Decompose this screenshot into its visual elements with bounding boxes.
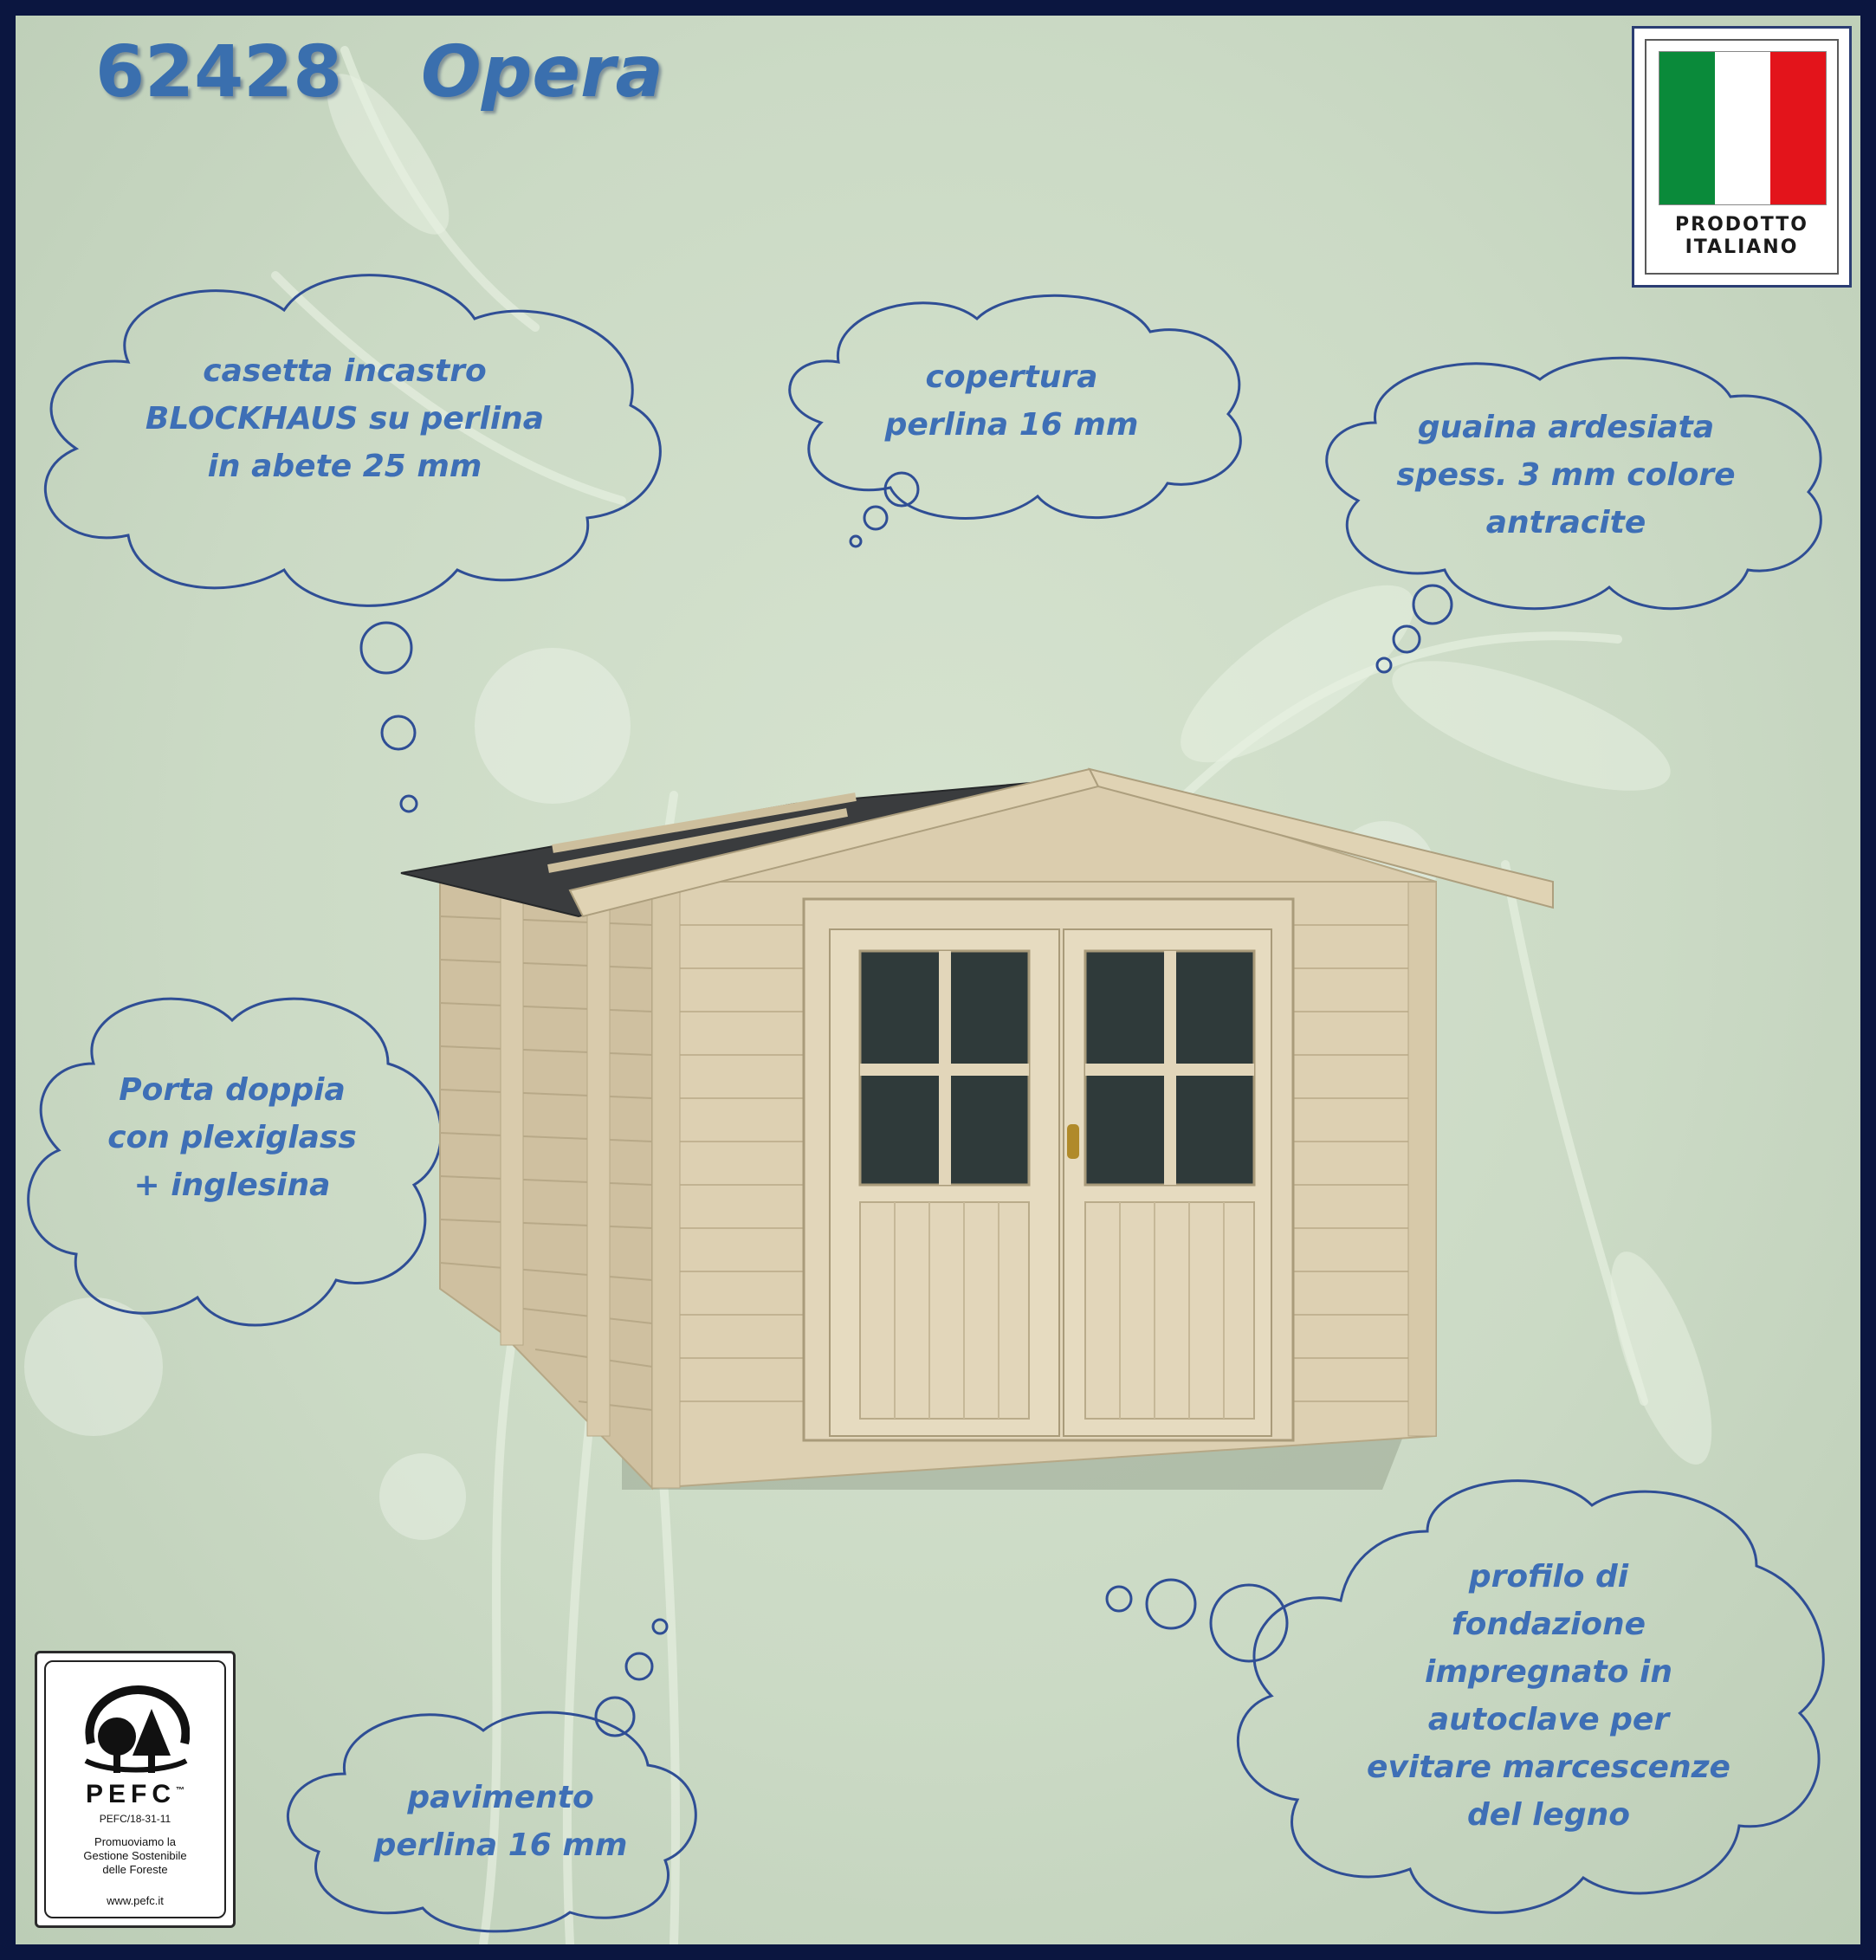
pefc-trademark: ™ bbox=[176, 1786, 184, 1795]
front-corner-post bbox=[652, 882, 680, 1488]
garden-shed-illustration bbox=[16, 16, 1860, 1944]
pefc-code: PEFC/18-31-11 bbox=[99, 1813, 171, 1825]
callout-line: evitare marcescenze bbox=[1367, 1750, 1730, 1785]
pefc-website: www.pefc.it bbox=[107, 1894, 164, 1907]
made-in-italy-line-2: ITALIANO bbox=[1685, 236, 1799, 258]
corner-post bbox=[587, 882, 610, 1436]
callout-line: impregnato in bbox=[1425, 1654, 1672, 1690]
callout-line: Porta doppia bbox=[119, 1071, 346, 1108]
corner-post bbox=[501, 877, 523, 1345]
callout-line: antracite bbox=[1485, 504, 1646, 540]
left-door-leaf bbox=[830, 929, 1059, 1436]
pefc-word-text: PEFC bbox=[85, 1780, 176, 1808]
product-name: Opera bbox=[421, 31, 663, 113]
callout-line: con plexiglass bbox=[107, 1119, 357, 1155]
callout-line: del legno bbox=[1467, 1797, 1630, 1833]
callout-line: profilo di bbox=[1468, 1559, 1629, 1595]
window-muntin bbox=[939, 951, 951, 1185]
door-lower-panel bbox=[860, 1202, 1029, 1419]
product-sheet bbox=[16, 16, 1860, 1944]
callout-line: perlina 16 mm bbox=[373, 1827, 628, 1863]
pefc-slogan bbox=[46, 1835, 224, 1877]
pefc-slogan-line: delle Foreste bbox=[102, 1863, 168, 1876]
callout-line: fondazione bbox=[1451, 1607, 1646, 1642]
callout-line: perlina 16 mm bbox=[884, 407, 1139, 443]
pefc-certification-label bbox=[35, 1651, 236, 1928]
door-lower-panel bbox=[1085, 1202, 1254, 1419]
pefc-inner-frame bbox=[44, 1660, 226, 1918]
pefc-slogan-line: Gestione Sostenibile bbox=[83, 1849, 187, 1862]
callout-line: in abete 25 mm bbox=[207, 448, 482, 484]
callout-line: pavimento bbox=[407, 1780, 594, 1815]
product-code: 62428 bbox=[95, 31, 343, 113]
made-in-italy-line-1: PRODOTTO bbox=[1675, 214, 1808, 236]
front-corner-post bbox=[1408, 882, 1436, 1436]
right-door-leaf bbox=[1064, 929, 1271, 1436]
pefc-wordmark bbox=[46, 1780, 224, 1809]
callout-line: autoclave per bbox=[1427, 1702, 1670, 1737]
window-muntin bbox=[1164, 951, 1176, 1185]
callout-line: + inglesina bbox=[133, 1167, 331, 1203]
callout-line: BLOCKHAUS su perlina bbox=[145, 400, 545, 437]
pefc-slogan-line: Promuoviamo la bbox=[94, 1835, 176, 1848]
callout-line: casetta incastro bbox=[203, 353, 487, 389]
callout-line: guaina ardesiata bbox=[1417, 409, 1715, 445]
door-handle-icon bbox=[1067, 1124, 1079, 1159]
pefc-tree-logo-icon bbox=[82, 1683, 190, 1778]
callout-line: spess. 3 mm colore bbox=[1396, 456, 1736, 493]
callout-line: copertura bbox=[925, 359, 1098, 395]
